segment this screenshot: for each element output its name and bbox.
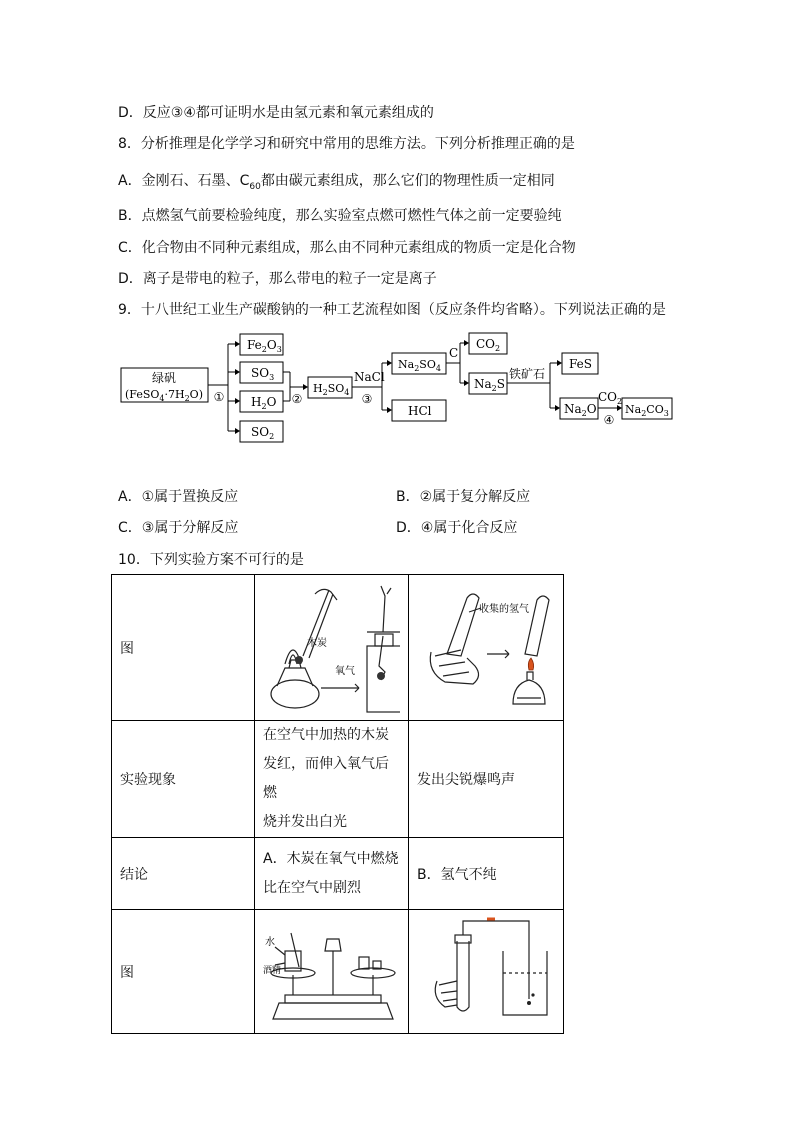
flow-step-2: ② bbox=[291, 392, 303, 406]
conclusion-a bbox=[255, 838, 409, 910]
flow-step-3: ③ bbox=[361, 392, 373, 406]
flow-step-1: ① bbox=[213, 390, 225, 404]
label-hydrogen-collected: 收集的氢气 bbox=[479, 603, 529, 615]
conclusion-a-line-1: A．木炭在氧气中燃烧 bbox=[263, 850, 399, 867]
row-label-figure-1: 图 bbox=[112, 575, 255, 721]
charcoal-burning-illustration bbox=[263, 576, 400, 716]
flow-label-na2o: $Na_2O$ bbox=[564, 402, 597, 418]
table-row bbox=[112, 838, 564, 910]
airtightness-illustration bbox=[417, 911, 555, 1029]
row-label-conclusion: 结论 bbox=[112, 838, 255, 910]
row-label-figure-2: 图 bbox=[112, 910, 255, 1034]
flow-reagent-c: C bbox=[449, 346, 459, 360]
q8-option-c: C．化合物由不同种元素组成，那么由不同种元素组成的物质一定是化合物 bbox=[118, 240, 576, 256]
flow-reagent-nacl: NaCl bbox=[354, 370, 385, 384]
q8-option-b: B．点燃氢气前要检验纯度，那么实验室点燃可燃性气体之前一定要验纯 bbox=[118, 208, 562, 224]
phenomenon-a-line-3: 烧并发出白光 bbox=[263, 814, 347, 830]
flow-label-h2o: $H_2O$ bbox=[251, 395, 277, 411]
table-row bbox=[112, 910, 564, 1034]
figure-hydrogen-test bbox=[409, 575, 564, 721]
table-row bbox=[112, 721, 564, 838]
phenomenon-b: 发出尖锐爆鸣声 bbox=[409, 721, 564, 838]
flow-reagent-iron-ore: 铁矿石 bbox=[509, 367, 546, 381]
flow-reagent-co2: $CO_2$ bbox=[598, 390, 623, 406]
q9-option-d: D．④属于化合反应 bbox=[396, 520, 518, 536]
experiment-table bbox=[111, 574, 564, 1034]
label-charcoal: 木炭 bbox=[307, 637, 327, 649]
q8-option-d: D．离子是带电的粒子，那么带电的粒子一定是离子 bbox=[118, 271, 437, 287]
conclusion-b: B．氢气不纯 bbox=[409, 838, 564, 910]
table-row bbox=[112, 575, 564, 721]
conclusion-a-line-2: 比在空气中剧烈 bbox=[263, 879, 361, 896]
q9-option-b: B．②属于复分解反应 bbox=[396, 489, 531, 505]
flow-label-co2: $CO_2$ bbox=[476, 337, 501, 353]
figure-balance bbox=[255, 910, 409, 1034]
hydrogen-purity-illustration bbox=[417, 576, 555, 716]
flow-label-so3: $SO_3$ bbox=[251, 366, 275, 382]
q8-stem: 8．分析推理是化学学习和研究中常用的思维方法。下列分析推理正确的是 bbox=[118, 136, 575, 152]
flow-label-so2: $SO_2$ bbox=[251, 425, 275, 441]
flow-label-h2so4: $H_2SO_4$ bbox=[313, 382, 350, 397]
flow-label-green-vitriol: 绿矾 bbox=[151, 371, 177, 385]
q9-option-c: C．③属于分解反应 bbox=[118, 520, 239, 536]
balance-illustration bbox=[263, 911, 400, 1029]
flow-label-na2co3: $Na_2CO_3$ bbox=[625, 403, 669, 418]
flow-label-hcl: HCl bbox=[408, 404, 432, 418]
label-alcohol: 酒精 bbox=[263, 965, 282, 976]
row-label-phenomenon: 实验现象 bbox=[112, 721, 255, 838]
phenomenon-a bbox=[255, 721, 409, 838]
figure-airtightness bbox=[409, 910, 564, 1034]
q10-stem: 10．下列实验方案不可行的是 bbox=[118, 552, 304, 568]
q9-stem: 9．十八世纪工业生产碳酸钠的一种工艺流程如图（反应条件均省略）。下列说法正确的是 bbox=[118, 302, 666, 318]
flow-label-fes: FeS bbox=[569, 357, 592, 371]
phenomenon-a-line-2: 发红，而伸入氧气后燃 bbox=[263, 756, 389, 801]
q9-option-a: A．①属于置换反应 bbox=[118, 489, 239, 505]
process-flow-diagram bbox=[0, 328, 794, 448]
flow-label-na2s: $Na_2S$ bbox=[474, 377, 505, 393]
flow-label-fe2o3: $Fe_2O_3$ bbox=[247, 338, 282, 354]
q8-option-a: A．金刚石、石墨、$C_{60}$都由碳元素组成，那么它们的物理性质一定相同 bbox=[118, 173, 555, 192]
figure-charcoal-oxygen bbox=[255, 575, 409, 721]
label-oxygen: 氧气 bbox=[335, 665, 355, 677]
q7-option-d: D．反应③④都可证明水是由氢元素和氧元素组成的 bbox=[118, 105, 434, 121]
flow-step-4: ④ bbox=[603, 413, 615, 427]
flow-label-feso4: $(FeSO_4\cdot 7H_2O)$ bbox=[125, 388, 203, 403]
label-water: 水 bbox=[265, 936, 275, 948]
phenomenon-a-line-1: 在空气中加热的木炭 bbox=[263, 727, 389, 743]
flow-label-na2so4: $Na_2SO_4$ bbox=[398, 358, 441, 373]
